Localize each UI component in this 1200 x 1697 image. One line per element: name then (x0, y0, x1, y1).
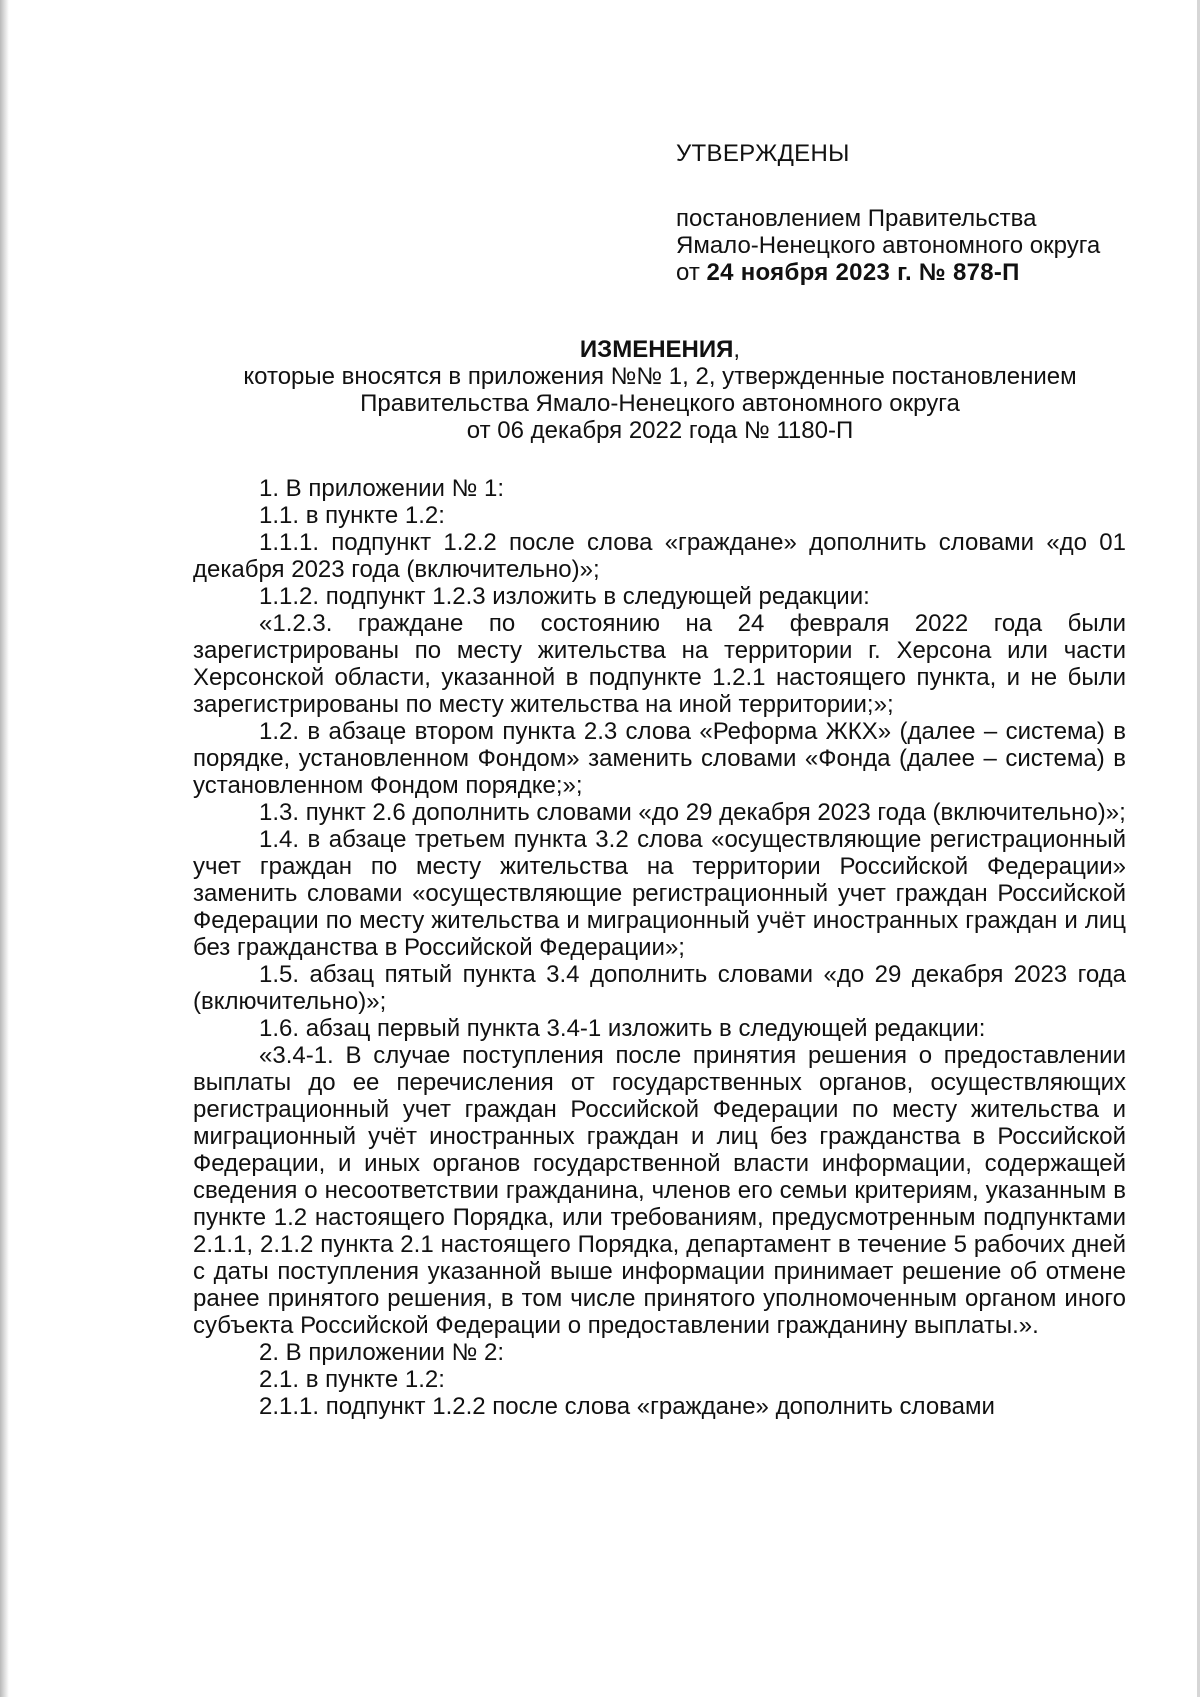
approval-block (676, 140, 1146, 286)
approval-date-prefix: от (676, 259, 700, 286)
heading-title-line (150, 336, 1170, 363)
paragraph-quote-3-4-1: «3.4-1. В случае поступления после принятия решения о предоставлении выплаты до ее перечисления от государственных органов, осуществляющих регистрационный учет граждан Российской Федерации по месту жительства и миграционный учёт иностранных граждан и лиц без гражданства в Российской Федерации, и иных органов государственной власти информации, содержащей сведения о несоответствии гражданина, членов его семьи критериям, указанным в пункте 1.2 настоящего Порядка, или требованиям, предусмотренным подпунктами 2.1.1, 2.1.2 пункта 2.1 настоящего Порядка, департамент в течение 5 рабочих дней с даты поступления указанной выше информации принимает решение об отмене ранее принятого решения, в том числе принятого уполномоченным органом иного субъекта Российской Федерации о предоставлении гражданину выплаты.». (193, 1042, 1126, 1339)
approval-title: УТВЕРЖДЕНЫ (676, 140, 850, 167)
paragraph-1-6: 1.6. абзац первый пункта 3.4-1 изложить в следующей редакции: (259, 1015, 986, 1042)
paragraph-1-2: 1.2. в абзаце втором пункта 2.3 слова «Реформа ЖКХ» (далее – система) в порядке, установленном Фондом» заменить словами «Фонда (далее – система) в установленном Фондом порядке;»; (193, 718, 1126, 799)
paragraph-appendix-1: 1. В приложении № 1: (259, 475, 505, 502)
paragraph-1-3: 1.3. пункт 2.6 дополнить словами «до 29 декабря 2023 года (включительно)»; (259, 799, 1126, 826)
scan-left-edge (0, 0, 9, 1697)
heading-line-1: которые вносятся в приложения №№ 1, 2, утвержденные постановлением (243, 363, 1077, 390)
paragraph-appendix-2: 2. В приложении № 2: (259, 1339, 505, 1366)
paragraph-2-1: 2.1. в пункте 1.2: (259, 1366, 445, 1393)
approval-date-value: 24 ноября 2023 г. № 878-П (706, 259, 1020, 286)
heading-line-2: Правительства Ямало-Ненецкого автономного округа (360, 390, 960, 417)
paragraph-1-1: 1.1. в пункте 1.2: (259, 502, 445, 529)
paragraph-1-1-2: 1.1.2. подпункт 1.2.3 изложить в следующей редакции: (259, 583, 870, 610)
document-body (193, 475, 1126, 1420)
heading-title-suffix: , (733, 336, 741, 363)
approval-line-1: постановлением Правительства (676, 205, 1037, 232)
paragraph-quote-1-2-3: «1.2.3. граждане по состоянию на 24 февраля 2022 года были зарегистрированы по месту жительства на территории г. Херсона или части Херсонской области, указанной в подпункте 1.2.1 настоящего пункта, и не были зарегистрированы по месту жительства на иной территории;»; (193, 610, 1126, 718)
approval-line-2: Ямало-Ненецкого автономного округа (676, 232, 1101, 259)
heading-line-3: от 06 декабря 2022 года № 1180-П (466, 417, 854, 444)
heading-title: ИЗМЕНЕНИЯ (579, 336, 734, 363)
paragraph-1-4: 1.4. в абзаце третьем пункта 3.2 слова «осуществляющие регистрационный учет граждан по месту жительства на территории Российской Федерации» заменить словами «осуществляющие регистрационный учет граждан Российской Федерации по месту жительства и миграционный учёт иностранных граждан и лиц без гражданства в Российской Федерации»; (193, 826, 1126, 961)
paragraph-1-5: 1.5. абзац пятый пункта 3.4 дополнить словами «до 29 декабря 2023 года (включительно)»; (193, 961, 1126, 1015)
approval-date-line (676, 259, 1146, 286)
document-heading (150, 336, 1170, 444)
paragraph-1-1-1: 1.1.1. подпункт 1.2.2 после слова «граждане» дополнить словами «до 01 декабря 2023 года (включительно)»; (193, 529, 1126, 583)
paragraph-2-1-1: 2.1.1. подпункт 1.2.2 после слова «граждане» дополнить словами (259, 1393, 995, 1420)
